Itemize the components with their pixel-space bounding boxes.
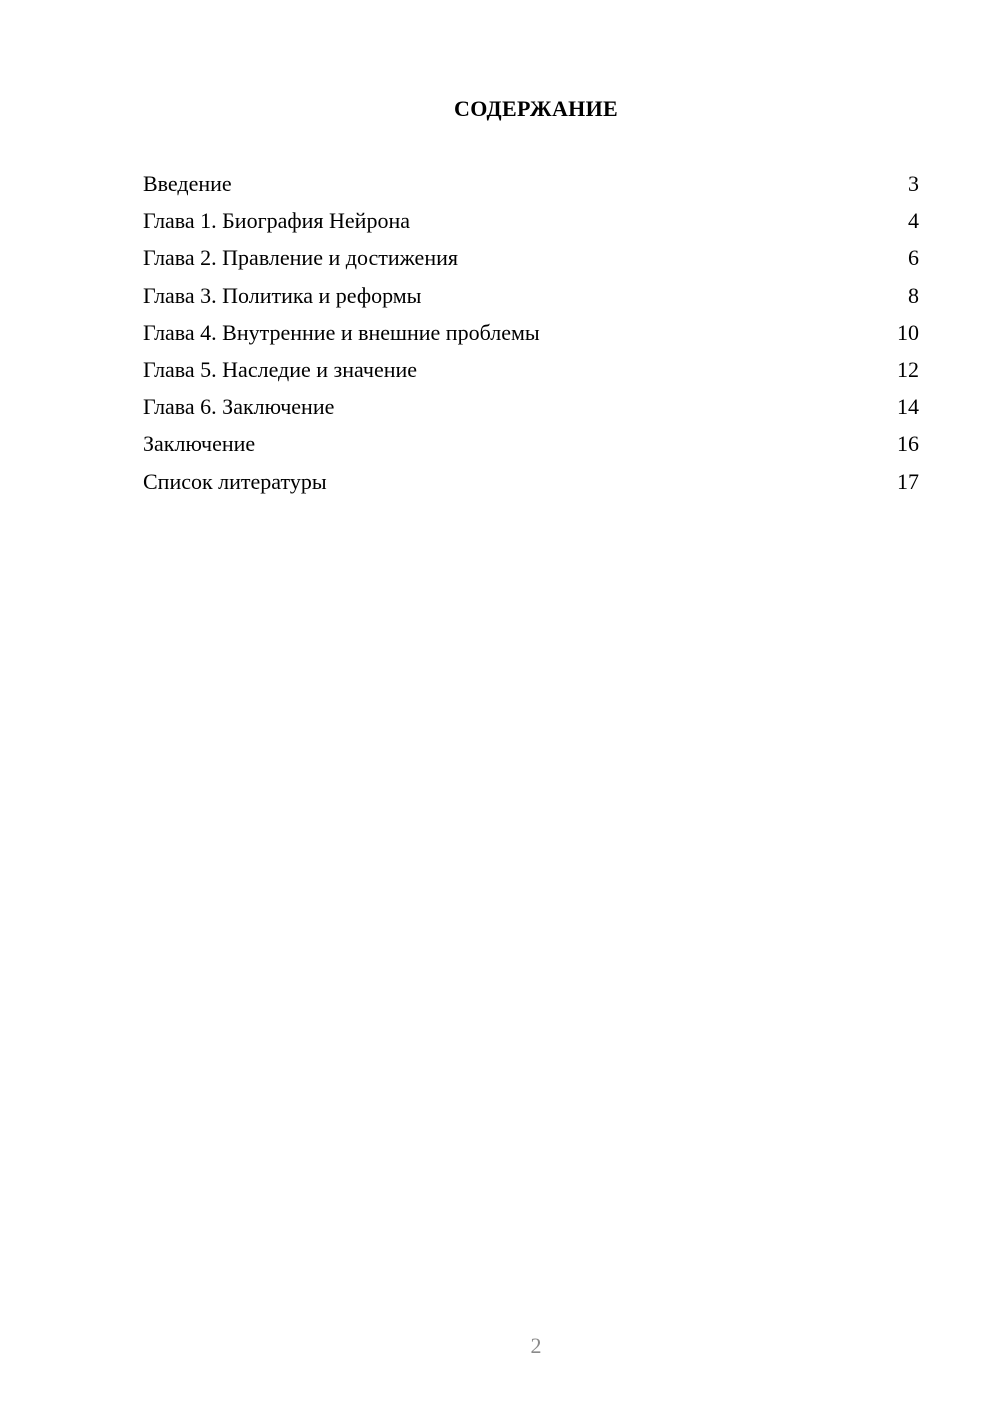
page-number: 2 — [530, 1333, 542, 1358]
toc-entry — [143, 467, 919, 504]
toc-entry-label: Глава 3. Политика и реформы — [143, 282, 422, 308]
toc-entry-label: Введение — [143, 171, 232, 196]
toc-entry-label: Глава 4. Внутренние и внешние проблемы — [143, 319, 540, 345]
toc-entry — [143, 169, 919, 206]
toc-entry-page: 6 — [908, 245, 919, 271]
toc-entry-page: 16 — [897, 431, 919, 457]
toc-entry-label: Глава 1. Биография Нейрона — [143, 208, 410, 234]
toc-entry-page: 14 — [897, 394, 919, 420]
table-of-contents — [143, 169, 919, 504]
page-title: СОДЕРЖАНИЕ — [454, 96, 618, 121]
toc-entry — [143, 355, 919, 392]
toc-entry-label: Список литературы — [143, 468, 327, 494]
toc-entry-page: 3 — [908, 171, 919, 196]
toc-entry — [143, 243, 919, 280]
toc-entry-page: 17 — [897, 468, 919, 494]
toc-entry-page: 8 — [908, 282, 919, 308]
toc-entry — [143, 281, 919, 318]
toc-entry-label: Заключение — [143, 431, 256, 457]
toc-entry-page: 12 — [897, 356, 919, 382]
toc-entry — [143, 429, 919, 466]
toc-entry-label: Глава 6. Заключение — [143, 394, 335, 420]
toc-entry-page: 10 — [897, 319, 919, 345]
toc-entry — [143, 318, 919, 355]
toc-entry-label: Глава 5. Наследие и значение — [143, 356, 418, 382]
toc-entry — [143, 392, 919, 429]
toc-entry — [143, 206, 919, 243]
toc-entry-label: Глава 2. Правление и достижения — [143, 245, 458, 271]
toc-entry-page: 4 — [908, 208, 919, 234]
